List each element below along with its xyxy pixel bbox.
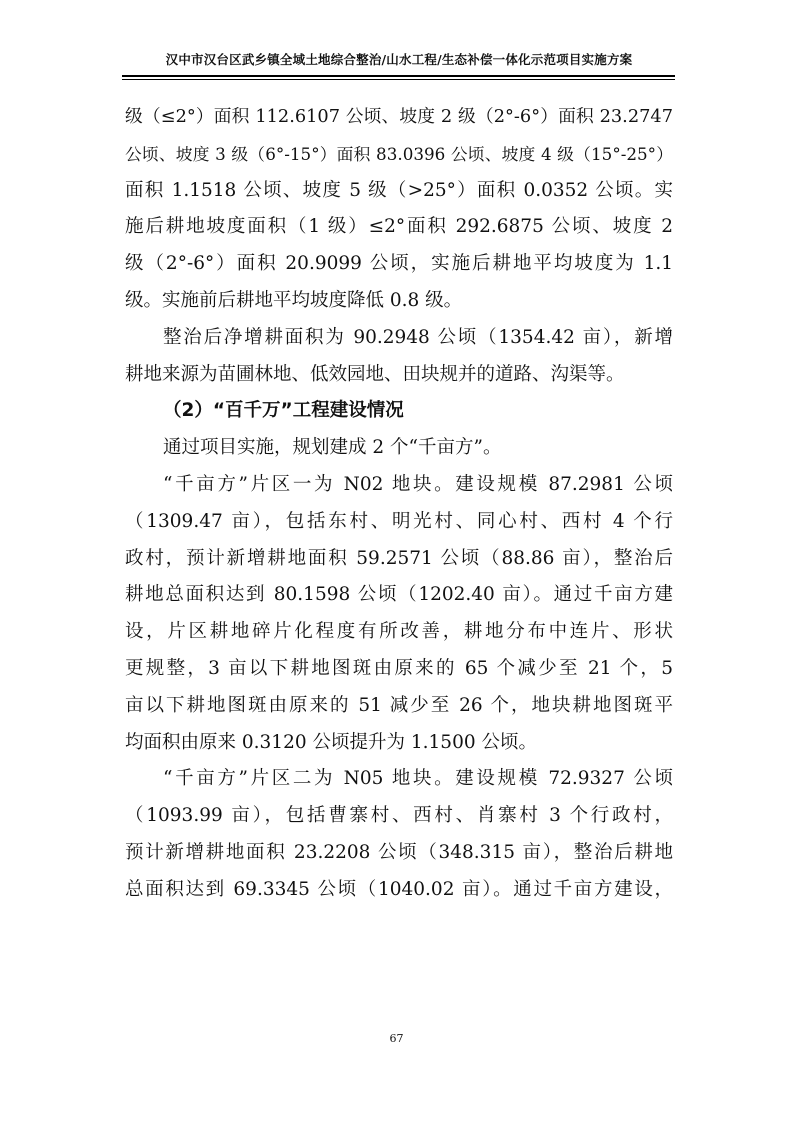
text-line: 预计新增耕地面积 23.2208 公顷（348.315 亩），整治后耕地 (125, 841, 673, 863)
text-line: 亩以下耕地图斑由原来的 51 减少至 26 个，地块耕地图斑平 (125, 694, 673, 716)
text-line: 级。实施前后耕地平均坡度降低 0.8 级。 (125, 289, 463, 311)
text-line: 政村，预计新增耕地面积 59.2571 公顷（88.86 亩），整治后 (125, 547, 673, 569)
header-rule-thin (122, 79, 675, 80)
text-line: 施后耕地坡度面积（1 级）≤2°面积 292.6875 公顷、坡度 2 (125, 216, 673, 238)
text-line: 设，片区耕地碎片化程度有所改善，耕地分布中连片、形状 (125, 621, 673, 643)
running-header: 汉中市汉台区武乡镇全域土地综合整治/山水工程/生态补偿一体化示范项目实施方案 (165, 52, 633, 67)
body-text (125, 99, 673, 909)
page-number: 67 (389, 1032, 404, 1045)
text-line: 耕地来源为苗圃林地、低效园地、田块规并的道路、沟渠等。 (125, 363, 625, 385)
text-line: 整治后净增耕面积为 90.2948 公顷（1354.42 亩），新增 (163, 326, 673, 348)
text-line: 耕地总面积达到 80.1598 公顷（1202.40 亩）。通过千亩方建 (125, 584, 673, 606)
text-line: （1309.47 亩），包括东村、明光村、同心村、西村 4 个行 (125, 510, 673, 532)
text-line: 面积 1.1518 公顷、坡度 5 级（>25°）面积 0.0352 公顷。实 (125, 179, 673, 201)
text-line: 级（2°-6°）面积 20.9099 公顷，实施后耕地平均坡度为 1.1 (125, 253, 673, 275)
text-line: 通过项目实施，规划建成 2 个“千亩方”。 (163, 437, 502, 459)
text-line: 总面积达到 69.3345 公顷（1040.02 亩）。通过千亩方建设， (125, 878, 673, 900)
header-rule-thick (122, 75, 675, 77)
text-line: 均面积由原来 0.3120 公顷提升为 1.1500 公顷。 (125, 731, 537, 753)
text-line: “千亩方”片区二为 N05 地块。建设规模 72.9327 公顷 (163, 768, 673, 790)
text-line: 级（≤2°）面积 112.6107 公顷、坡度 2 级（2°-6°）面积 23.2747 (125, 107, 673, 127)
section-heading: （2）“百千万”工程建设情况 (163, 400, 404, 422)
text-line: 更规整，3 亩以下耕地图斑由原来的 65 个减少至 21 个，5 (125, 657, 673, 679)
text-line: “千亩方”片区一为 N02 地块。建设规模 87.2981 公顷 (163, 473, 673, 495)
text-line: 公顷、坡度 3 级（6°-15°）面积 83.0396 公顷、坡度 4 级（15°-25°） (125, 143, 673, 164)
text-line: （1093.99 亩），包括曹寨村、西村、肖寨村 3 个行政村， (125, 805, 673, 827)
